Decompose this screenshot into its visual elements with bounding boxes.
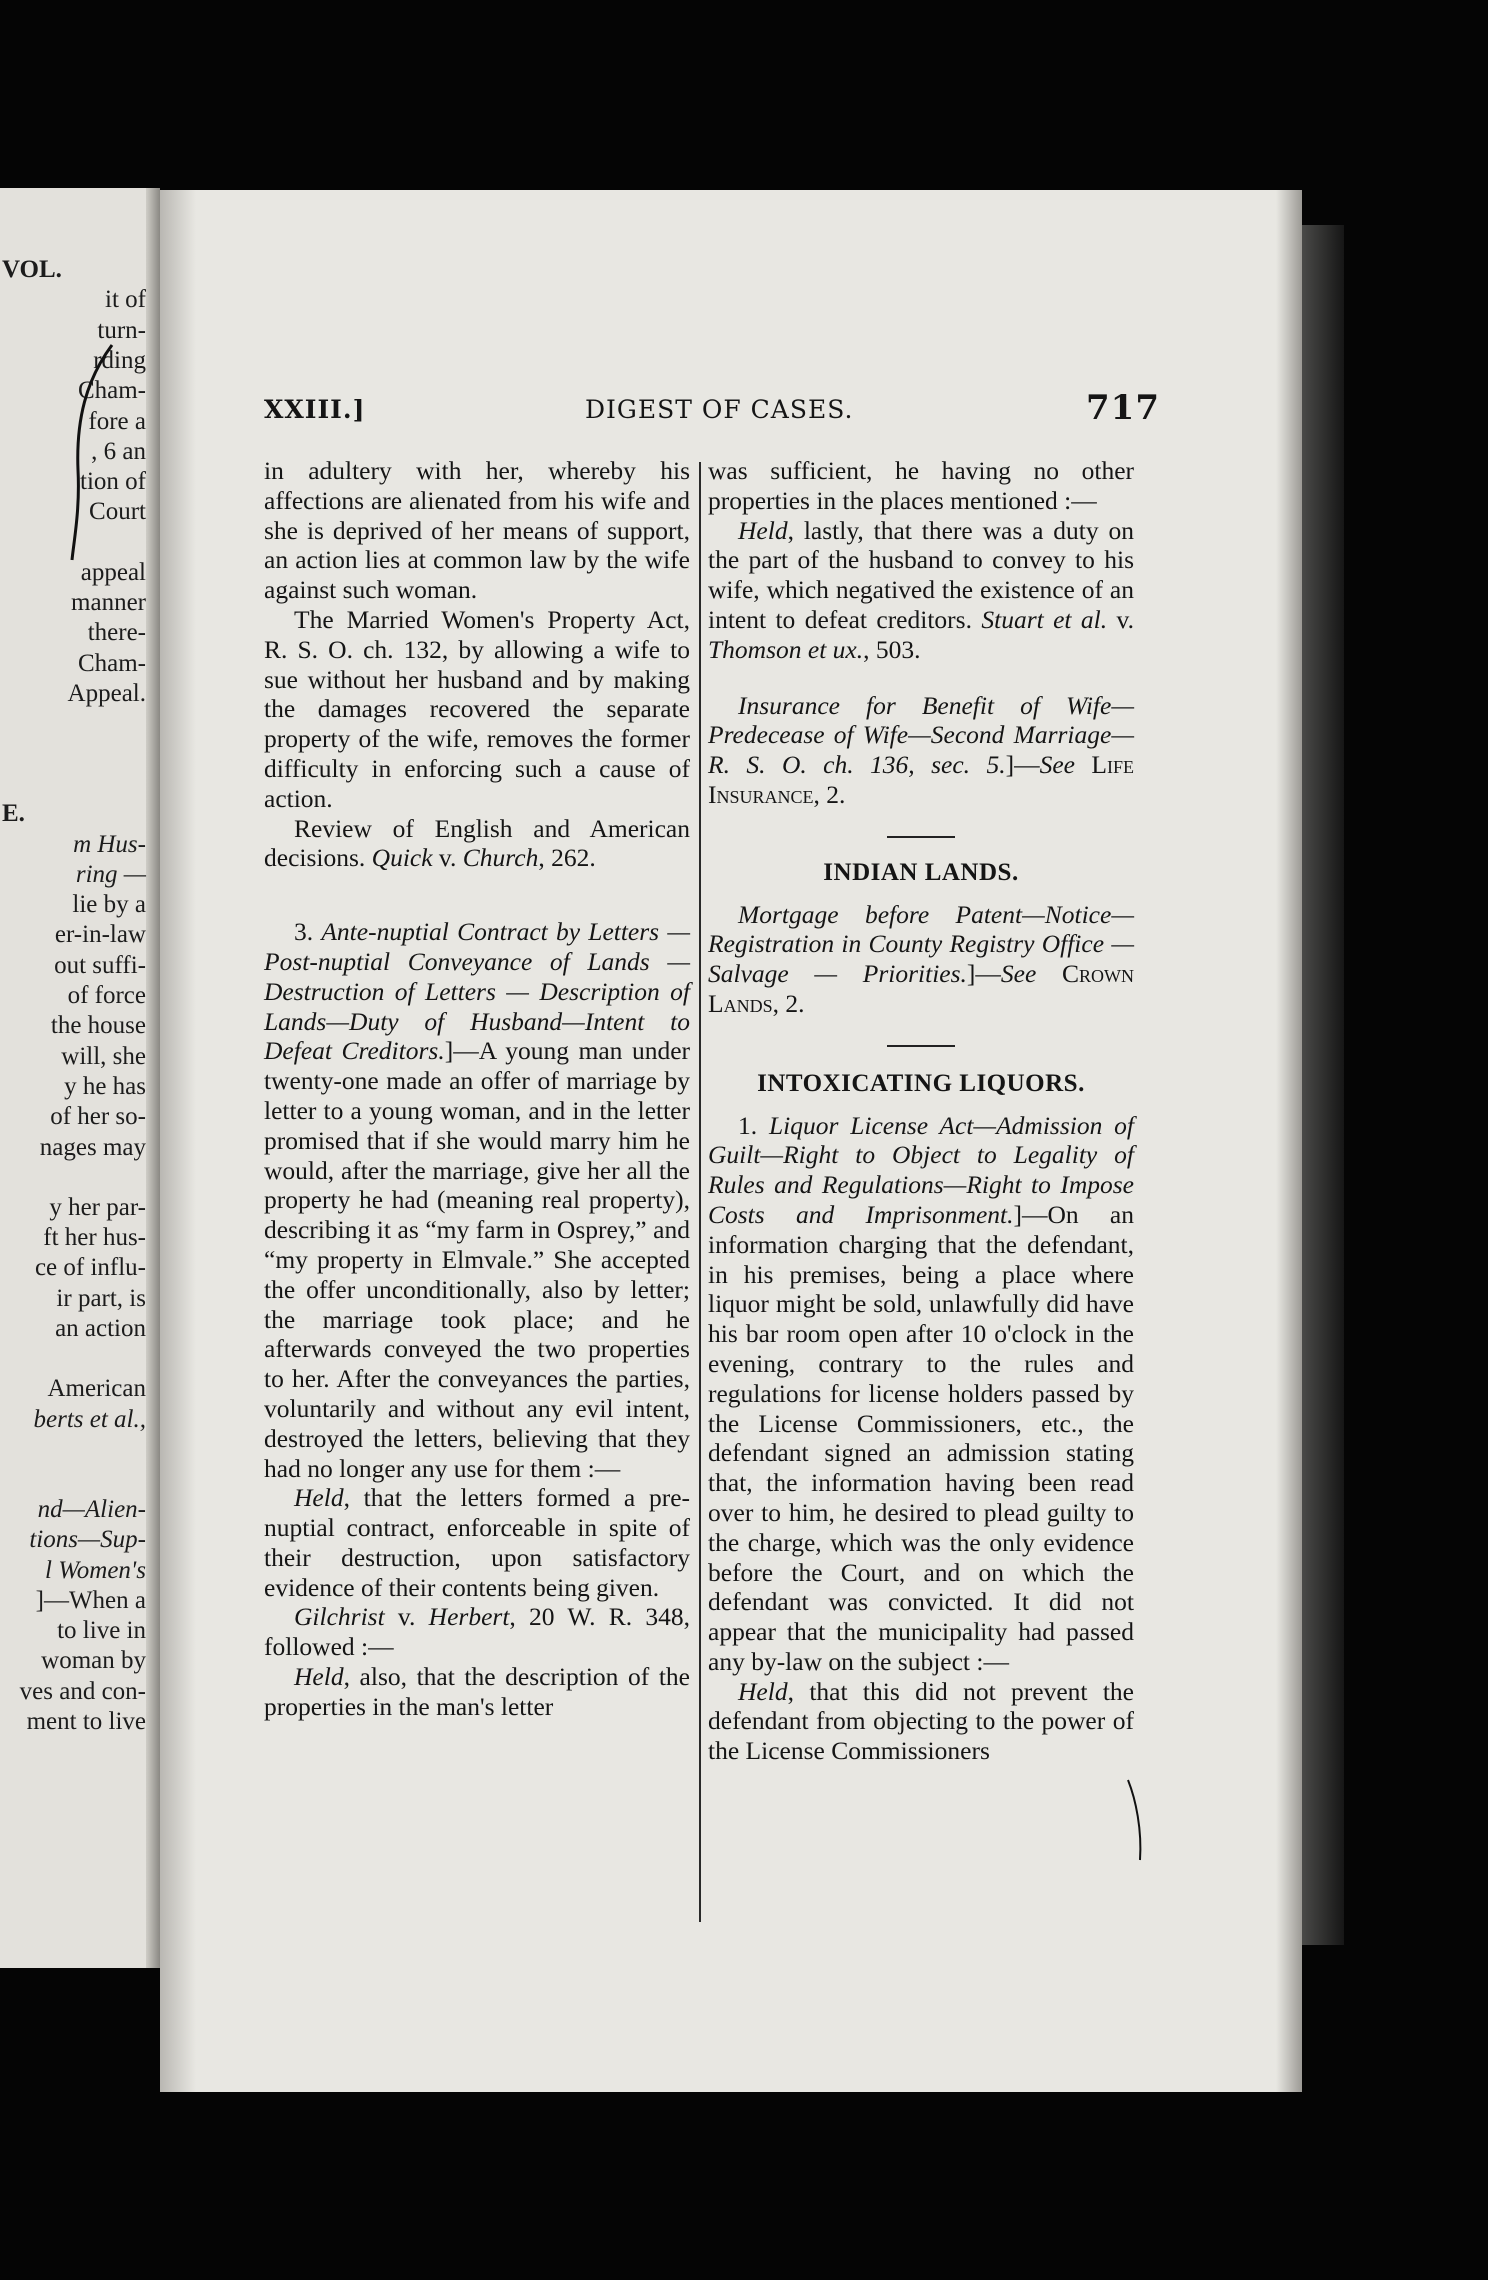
case-name: Herbert: [428, 1602, 510, 1632]
right-column: [708, 456, 1134, 1766]
entry-heading: Liquor License Act—Admission of Guilt—Right to Object to Legality of Rules and Regulations—Right to Impose Costs and Imprisonment.: [708, 1110, 1134, 1229]
versus: v.: [384, 1602, 429, 1632]
previous-page-line: of her so-: [50, 1103, 146, 1131]
running-head-volume: XXIII.]: [264, 395, 366, 424]
case-name: Stuart et al.: [981, 604, 1108, 634]
paragraph: was sufficient, he having no other properties in the places mentioned :—: [708, 456, 1134, 515]
previous-page-line: VOL.: [2, 256, 62, 283]
case-name: Gilchrist: [294, 1602, 385, 1632]
see-label: See: [1039, 750, 1075, 780]
previous-page-line: will, she: [61, 1042, 146, 1070]
case-name: Quick: [371, 843, 433, 873]
versus: v.: [432, 843, 463, 873]
previous-page-line: fore a: [88, 407, 146, 435]
previous-page-line: ce of influ-: [34, 1254, 146, 1282]
paragraph-text: , that this did not prevent the defendant from objecting to the power of the License Commissioners: [708, 1676, 1134, 1766]
previous-page-line: rding: [93, 346, 146, 374]
running-head-title: DIGEST OF CASES.: [585, 395, 854, 424]
previous-page-line: Cham-: [77, 377, 146, 405]
spacer: [708, 888, 1134, 900]
previous-page-line: y her par-: [49, 1193, 146, 1221]
held-label: Held: [738, 1676, 788, 1706]
previous-page-line: Cham-: [77, 649, 146, 677]
previous-page-line: ft her hus-: [43, 1224, 146, 1252]
previous-page-line: Appeal.: [67, 679, 146, 707]
paragraph: [264, 1483, 690, 1602]
entry-heading: Ante-nuptial Contract by Letters — Post-nuptial Conveyance of Lands — Destruction of Letters — Description of Lands—Duty of Husband—Intent to Defeat Creditors.: [264, 917, 690, 1066]
paragraph: in adultery with her, whereby his affections are alienated from his wife and she is deprived of her means of support, an action lies at common law by the wife against such woman.: [264, 456, 690, 605]
paragraph: [708, 691, 1134, 810]
left-column: [264, 456, 690, 1722]
previous-page-line: lie by a: [72, 891, 146, 919]
section-title: INDIAN LANDS.: [823, 858, 1019, 886]
previous-page-line: ment to live: [26, 1708, 146, 1735]
previous-page-line: ir part, is: [56, 1284, 146, 1312]
previous-page-line: turn-: [97, 316, 146, 344]
paragraph-text: , that the letters formed a pre-nuptial contract, enforceable in spite of their destruction, upon satisfactory evidence of their contents being given.: [264, 1483, 690, 1602]
paragraph: [708, 516, 1134, 665]
page-number: 717: [1086, 388, 1160, 428]
previous-page-line: appeal: [80, 558, 146, 586]
cross-reference: Crown Lands: [708, 959, 1134, 1018]
spacer: [264, 873, 690, 917]
paragraph: [264, 917, 690, 1483]
previous-page-line: tions—Sup-: [29, 1526, 146, 1554]
citation: , 503.: [863, 634, 921, 664]
paragraph-text: ]—On an information charging that the defendant, in his premises, being a place where liquor might be sold, unlawfully did have his bar room open after 10 o'clock in the evening, contrary to the rules and regulations for license holders passed by the License Commissioners, etc., the defendant signed an admission stating that, the information having been read over to him, he desired to plead guilty to the charge, which was the only evidence before the Court, and on which the defendant was convicted. It did not appear that the municipality had passed any by-law on the subject :—: [708, 1199, 1134, 1676]
spacer: [708, 1099, 1134, 1111]
previous-page-line: ]—When a: [35, 1586, 146, 1614]
paragraph: [264, 814, 690, 874]
previous-page-line: to live in: [57, 1617, 146, 1645]
case-name: Church: [462, 843, 539, 873]
previous-page-line: the house: [50, 1012, 146, 1040]
previous-page-line: , 6 an: [91, 437, 146, 465]
see-label: See: [1000, 959, 1037, 989]
previous-page-line: an action: [55, 1315, 146, 1342]
previous-page-line: of force: [67, 982, 146, 1009]
citation: , 2.: [772, 988, 805, 1018]
paragraph: [708, 1677, 1134, 1766]
entry-number: 3.: [294, 917, 322, 947]
previous-page-edge: [0, 188, 160, 1968]
previous-page-line: E.: [2, 800, 25, 828]
page-gutter-shadow: [146, 188, 160, 1968]
cross-reference: Life Insurance: [708, 750, 1134, 809]
paragraph-text: ]—A young man under twenty-one made an offer of marriage by letter to a young woman, and in the letter promised that if she would marry him he would, after the marriage, give her all the property he had (meaning real property), describing it as “my farm in Osprey,” and “my property in Elmvale.” She accepted the offer unconditionally, also by letter; the marriage took place; and he afterwards conveyed the two properties to her. After the conveyances the parties, voluntarily and without any evil intent, destroyed the letters, believing that they had no longer any use for them :—: [264, 1036, 690, 1483]
paragraph-text: ]—: [966, 959, 1001, 989]
case-name: Thomson et ux.: [708, 634, 864, 664]
paragraph: [708, 1111, 1134, 1677]
previous-page-line: nd—Alien-: [37, 1495, 146, 1523]
spacer: [708, 838, 1134, 858]
page-shadow-right: [1276, 190, 1302, 2092]
previous-page-line: ring —: [75, 860, 146, 888]
spacer: [708, 665, 1134, 691]
previous-page-line: woman by: [41, 1647, 146, 1675]
paragraph-text: , also, that the description of the properties in the man's letter: [264, 1662, 690, 1721]
held-label: Held: [294, 1483, 344, 1513]
previous-page-line: er-in-law: [54, 921, 146, 949]
paragraph: [708, 900, 1134, 1019]
paragraph-text: Review of English and American decisions.: [264, 813, 690, 873]
held-label: Held: [294, 1662, 344, 1692]
previous-page-line: m Hus-: [73, 830, 146, 858]
held-label: Held: [738, 515, 788, 545]
spacer: [708, 1019, 1134, 1045]
paragraph: [264, 1602, 690, 1662]
previous-page-line: American: [47, 1375, 146, 1403]
spacer: [708, 810, 1134, 836]
versus: v.: [1107, 604, 1134, 634]
paragraph: [264, 1662, 690, 1722]
entry-heading: Insurance for Benefit of Wife—Predecease of Wife—Second Marriage—R. S. O. ch. 136, sec. 5.: [708, 690, 1134, 780]
previous-page-line: berts et al.,: [33, 1405, 146, 1433]
previous-page-line: tion of: [80, 468, 146, 496]
previous-page-line: there-: [87, 619, 146, 647]
previous-page-line: nages may: [39, 1133, 146, 1161]
citation: , 2.: [813, 779, 846, 809]
citation: , 262.: [538, 843, 596, 873]
column-divider: [699, 462, 701, 1922]
paragraph-text: , lastly, that there was a duty on the part of the husband to convey to his wife, which negatived the existence of an intent to defeat creditors.: [708, 515, 1134, 634]
paragraph-text: , 20 W. R. 348, followed :—: [264, 1602, 690, 1662]
section-title: INTOXICATING LIQUORS.: [757, 1069, 1085, 1097]
page-shadow-left: [160, 190, 196, 2092]
previous-page-line: y he has: [64, 1072, 146, 1100]
previous-page-line: l Women's: [45, 1556, 146, 1584]
spacer: [708, 1047, 1134, 1069]
paragraph: The Married Women's Property Act, R. S. O. ch. 132, by allowing a wife to sue without her husband and by making the damages recovered the separate property of the wife, removes the former difficulty in enforcing such a cause of action.: [264, 604, 690, 813]
previous-page-line: Court: [89, 498, 146, 526]
paragraph-text: ]—: [1005, 750, 1040, 780]
previous-page-line: it of: [105, 286, 146, 314]
next-page-edge: [1302, 225, 1344, 1945]
previous-page-line: ves and con-: [19, 1677, 146, 1705]
entry-heading: Mortgage before Patent—Notice—Registration in County Registry Office — Salvage — Priorities.: [708, 899, 1134, 989]
previous-page-line: out suffi-: [54, 951, 146, 979]
previous-page-line: manner: [71, 589, 146, 616]
entry-number: 1.: [738, 1110, 769, 1140]
